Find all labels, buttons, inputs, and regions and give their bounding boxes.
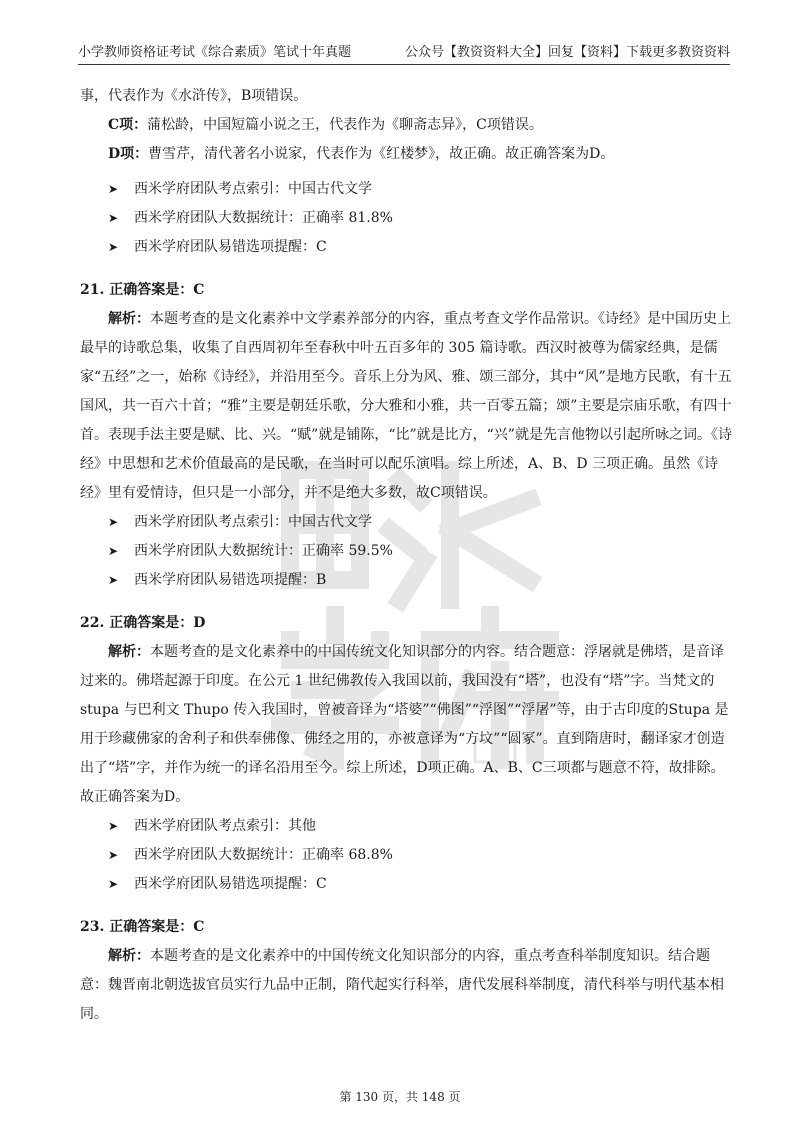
q22-analysis-label: 解析： <box>108 644 150 660</box>
header-title: 小学教师资格证考试《综合素质》笔试十年真题 <box>78 45 352 60</box>
q23-analysis-label: 解析： <box>108 948 150 964</box>
bullet-item: ➤ 西米学府团队大数据统计：正确率 68.8% <box>108 841 732 870</box>
option-d-paragraph <box>80 140 732 169</box>
arrow-bullet-icon: ➤ <box>108 182 119 196</box>
arrow-bullet-icon: ➤ <box>108 848 119 862</box>
arrow-bullet-icon: ➤ <box>108 211 119 225</box>
q21-answer-heading: 21. 正确答案是：C <box>80 282 205 298</box>
arrow-bullet-icon: ➤ <box>108 544 119 558</box>
q22-answer-heading: 22. 正确答案是：D <box>80 615 206 631</box>
arrow-bullet-icon: ➤ <box>108 515 119 529</box>
page-content <box>80 82 732 1029</box>
arrow-bullet-icon: ➤ <box>108 573 119 587</box>
q21-analysis <box>80 305 732 508</box>
bullet-item: ➤ 西米学府团队易错选项提醒：B <box>108 566 732 595</box>
option-c-paragraph <box>80 111 732 140</box>
bullet-item: ➤ 西米学府团队考点索引：其他 <box>108 812 732 841</box>
q23-analysis-text: 本题考查的是文化素养中的中国传统文化知识部分的内容，重点考查科举制度知识。结合题意：魏晋南北朝选拔官员实行九品中正制，隋代起实行科举，唐代发展科举制度，清代科举与明代基本相同。 <box>80 948 724 1022</box>
option-c-text: 蒲松龄，中国短篇小说之王，代表作为《聊斋志异》，C项错误。 <box>147 117 543 133</box>
option-c-label: C项： <box>108 117 148 133</box>
q21-analysis-label: 解析： <box>108 311 150 327</box>
bullet-item: ➤ 西米学府团队易错选项提醒：C <box>108 870 732 899</box>
arrow-bullet-icon: ➤ <box>108 819 119 833</box>
bullet-item: ➤ 西米学府团队大数据统计：正确率 59.5% <box>108 537 732 566</box>
bullet-item: ➤ 西米学府团队考点索引：中国古代文学 <box>108 508 732 537</box>
q21-analysis-text: 本题考查的是文化素养中文学素养部分的内容，重点考查文学作品常识。《诗经》是中国历史上最早的诗歌总集，收集了自西周初年至春秋中叶五百多年的 305 篇诗歌。西汉时被尊为儒家经典，是儒家“五经”之一，始称《诗经》，并沿用至今。音乐上分为风、雅、颂三部分，其中“风”是地方民歌，有十五国风，共一百六十首；“雅”主要是朝廷乐歌，分大雅和小雅，共一百零五篇；颂”主要是宗庙乐歌，有四十首。表现手法主要是赋、比、兴。“赋”就是铺陈，“比”就是比方，“兴”就是先言他物以引起所咏之词。《诗经》中思想和艺术价值最高的是民歌，在当时可以配乐演唱。综上所述，A、B、D 三项正确。虽然《诗经》里有爱情诗，但只是一小部分，并不是绝大多数，故C项错误。 <box>80 311 732 501</box>
bullet-item: ➤ 西米学府团队考点索引：中国古代文学 <box>108 175 732 204</box>
option-d-text: 曹雪芹，清代著名小说家，代表作为《红楼梦》，故正确。故正确答案为D。 <box>148 146 615 162</box>
option-d-label: D项： <box>108 146 149 162</box>
page-number: 第 130 页，共 148 页 <box>339 1090 461 1104</box>
bullet-item: ➤ 西米学府团队易错选项提醒：C <box>108 233 732 262</box>
q23-answer-heading: 23. 正确答案是：C <box>80 919 205 935</box>
bullet-item: ➤ 西米学府团队大数据统计：正确率 81.8% <box>108 204 732 233</box>
arrow-bullet-icon: ➤ <box>108 240 119 254</box>
q23-analysis <box>80 942 732 1029</box>
header-promo: 公众号【教资资料大全】回复【资料】下载更多教资资料 <box>404 45 730 60</box>
arrow-bullet-icon: ➤ <box>108 877 119 891</box>
q22-analysis <box>80 638 732 812</box>
continued-line: 事，代表作为《水浒传》，B项错误。 <box>80 88 308 104</box>
page-header <box>78 42 730 65</box>
q22-analysis-text: 本题考查的是文化素养中的中国传统文化知识部分的内容。结合题意：浮屠就是佛塔，是音译过来的。佛塔起源于印度。在公元 1 世纪佛教传入我国以前，我国没有“塔”，也没有“塔”字。当梵文的 stupa 与巴利文 Thupo 传入我国时，曾被音译为“塔婆”“佛图”“浮图”“浮屠”等，由于古印度的Stupa 是用于珍藏佛家的舍利子和供奉佛像、佛经之用的，亦被意译为“方坟”“圆冢”。直到隋唐时，翻译家才创造出了“塔”字，并作为统一的译名沿用至今。综上所述，D项正确。A、B、C三项都与题意不符，故排除。故正确答案为D。 <box>80 644 729 805</box>
